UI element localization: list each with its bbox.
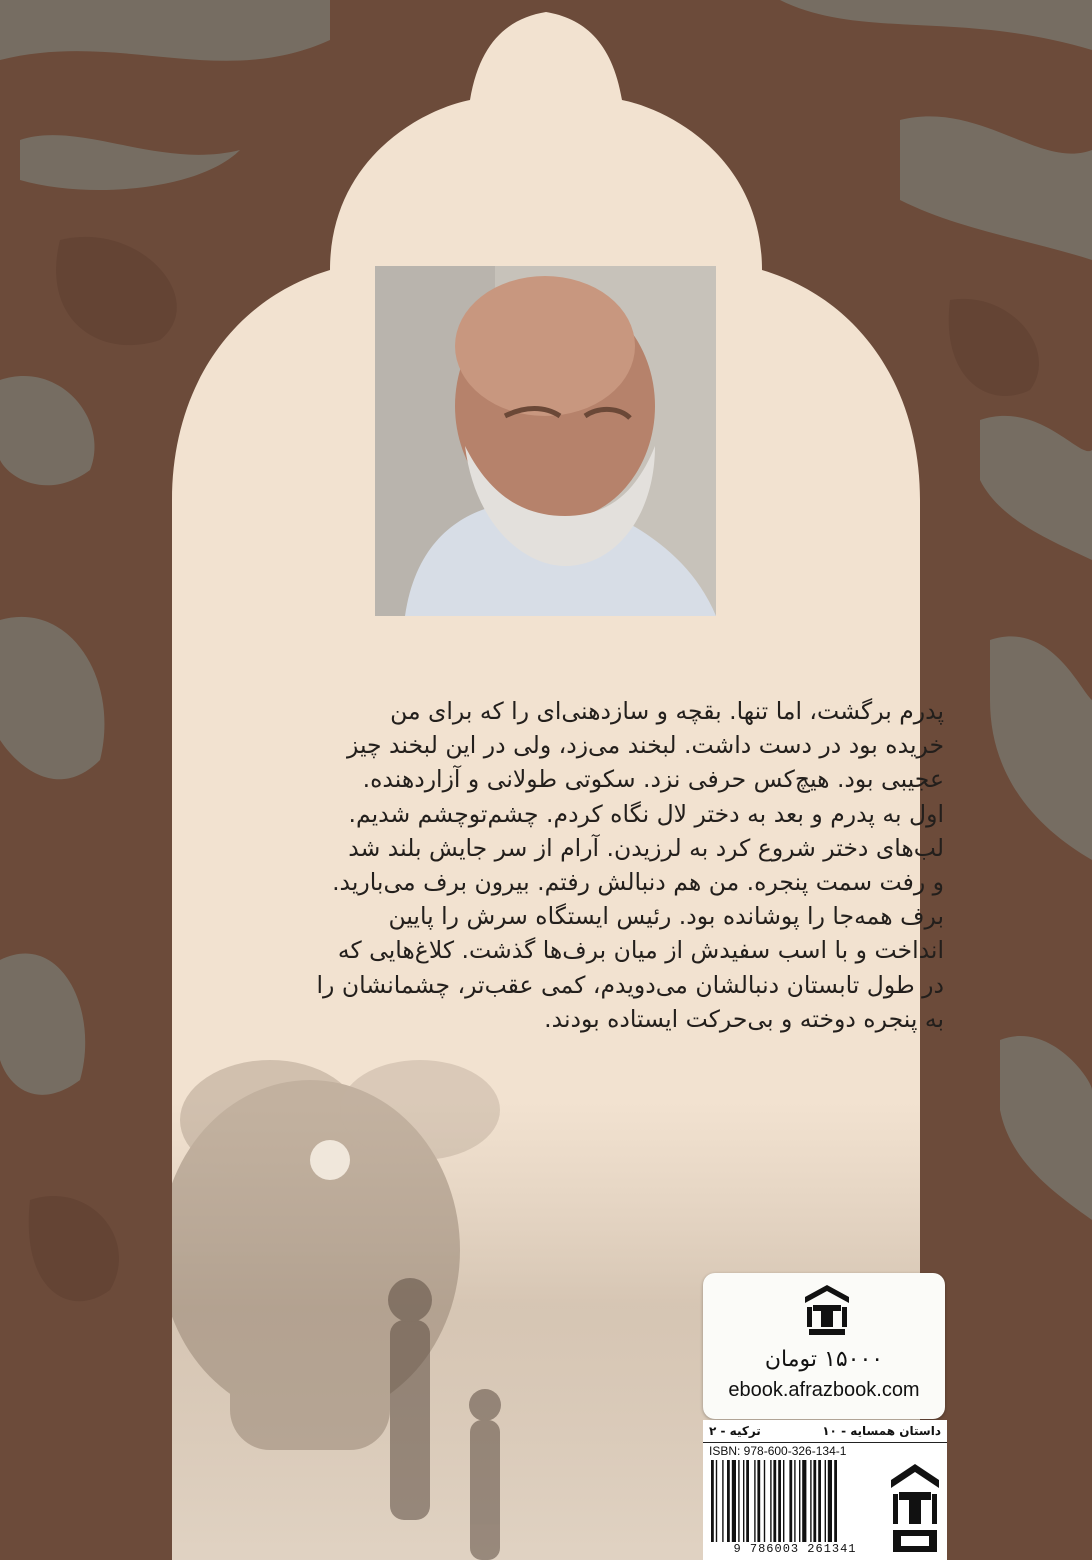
barcode-bar: [825, 1460, 826, 1542]
publisher-logo: [799, 1283, 855, 1345]
barcode-panel: [703, 1420, 947, 1560]
series-country: ترکیه - ۲: [709, 1424, 761, 1438]
barcode-number: 9 786003 261341: [733, 1542, 857, 1556]
barcode-bar: [794, 1460, 795, 1542]
barcode-bar: [802, 1460, 806, 1542]
isbn-text: ISBN: 978-600-326-134-1: [709, 1444, 847, 1458]
barcode-bar: [773, 1460, 776, 1542]
barcode-bar: [727, 1460, 730, 1542]
barcode-bar: [834, 1460, 837, 1542]
blurb-line: و رفت سمت پنجره. من هم دنبالش رفتم. بیرون برف می‌بارید.: [332, 868, 944, 897]
blurb-line: لب‌های دختر شروع کرد به لرزیدن. آرام از سر جایش بلند شد: [348, 833, 944, 862]
back-cover-blurb: [172, 694, 944, 1036]
barcode-bar: [789, 1460, 792, 1542]
barcode-bar: [770, 1460, 771, 1542]
price-text: ۱۵۰۰۰ تومان: [764, 1347, 884, 1372]
blurb-line: عجیبی بود. هیچ‌کس حرفی نزد. سکوتی طولانی و آزاردهنده.: [362, 765, 944, 794]
barcode-bar: [778, 1460, 781, 1542]
barcode-bar: [743, 1460, 744, 1542]
blurb-line: در طول تابستان دنبالشان می‌دویدم، کمی عقب‌تر، چشمانشان را: [316, 970, 944, 999]
barcode-bar: [810, 1460, 811, 1542]
blurb-line: پدرم برگشت، اما تنها. بقچه و سازدهنی‌ای را که برای من: [390, 697, 944, 725]
barcode-bar: [716, 1460, 717, 1542]
barcode-bar: [799, 1460, 800, 1542]
barcode-bar: [757, 1460, 760, 1542]
barcode-bar: [722, 1460, 723, 1542]
publisher-website: ebook.afrazbook.com: [728, 1379, 920, 1401]
barcode-bar: [783, 1460, 784, 1542]
blurb-line: انداخت و با اسب سفیدش از میان برف‌ها گذشت. کلاغ‌هایی که: [337, 936, 944, 965]
publisher-logo: [887, 1460, 943, 1556]
price-sticker: [703, 1273, 945, 1419]
barcode: [709, 1460, 879, 1542]
blurb-line: به پنجره دوخته و بی‌حرکت ایستاده بودند.: [544, 1004, 944, 1033]
barcode-bar: [746, 1460, 749, 1542]
author-photo: [375, 266, 716, 616]
blurb-line: برف همه‌جا را پوشانده بود. رئیس ایستگاه سرش را پایین: [388, 902, 944, 931]
barcode-bar: [828, 1460, 832, 1542]
barcode-bar: [813, 1460, 816, 1542]
blurb-line: خریده بود در دست داشت. لبخند می‌زد، ولی در این لبخند چیز: [347, 731, 944, 760]
series-row: [703, 1422, 947, 1443]
blurb-line: اول به پدرم و بعد به دختر لال نگاه کردم. چشم‌توچشم شدیم.: [348, 799, 944, 828]
barcode-bar: [764, 1460, 765, 1542]
barcode-bar: [754, 1460, 755, 1542]
barcode-bar: [711, 1460, 714, 1542]
series-name: داستان همسایه - ۱۰: [822, 1424, 941, 1438]
barcode-bar: [732, 1460, 736, 1542]
barcode-bar: [818, 1460, 821, 1542]
barcode-bar: [738, 1460, 739, 1542]
